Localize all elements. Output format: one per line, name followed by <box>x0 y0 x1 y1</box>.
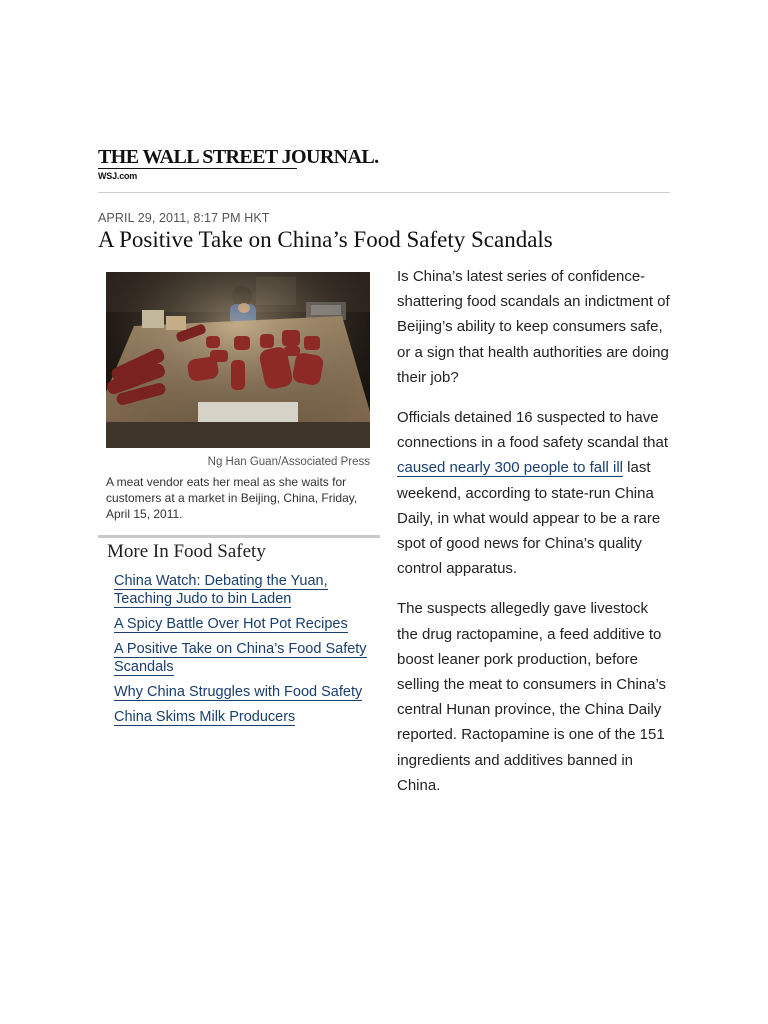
more-in-link[interactable]: China Watch: Debating the Yuan, Teaching Judo to bin Laden <box>114 573 328 607</box>
header-divider <box>98 192 670 193</box>
photo-caption: A meat vendor eats her meal as she waits for customers at a market in Beijing, China, Friday, April 15, 2011. <box>106 475 358 521</box>
more-in-link[interactable]: A Spicy Battle Over Hot Pot Recipes <box>114 616 348 632</box>
masthead-underline <box>98 168 297 169</box>
more-in-heading: More In Food Safety <box>107 541 266 562</box>
article-headline: A Positive Take on China’s Food Safety Scandals <box>98 227 553 252</box>
article-paragraph: The suspects allegedly gave livestock the drug ractopamine, a feed additive to boost leaner pork production, before selling the meat to consumers in China’s central Hunan province, the China Daily reported. Ractopamine is one of the 151 ingredients and additives banned in China. <box>397 600 667 794</box>
sidebar-float-spacer <box>98 264 397 809</box>
article-paragraph: Officials detained 16 suspected to have connections in a food safety scandal that caused nearly 300 people to fall ill last weekend, according to state-run China Daily, in what would appear to be a rare spot of good news for China’s quality control apparatus. <box>397 409 669 578</box>
article-paragraph: Is China’s latest series of confidence-shattering food scandals an indictment of Beijing’s ability to keep consumers safe, or a sign that health authorities are doing their job? <box>397 268 670 386</box>
masthead-site-label[interactable]: WSJ.com <box>98 171 138 181</box>
more-in-link[interactable]: Why China Struggles with Food Safety <box>114 684 363 700</box>
article-inline-link[interactable]: caused nearly 300 people to fall ill <box>397 459 623 477</box>
photo-credit: Ng Han Guan/Associated Press <box>207 456 370 468</box>
masthead-logo[interactable]: THE WALL STREET JOURNAL. <box>98 146 379 168</box>
more-in-link[interactable]: China Skims Milk Producers <box>114 709 296 725</box>
article-body <box>98 264 670 813</box>
article-dateline: APRIL 29, 2011, 8:17 PM HKT <box>98 211 270 225</box>
more-in-link[interactable]: A Positive Take on China’s Food Safety Scandals <box>114 641 367 675</box>
